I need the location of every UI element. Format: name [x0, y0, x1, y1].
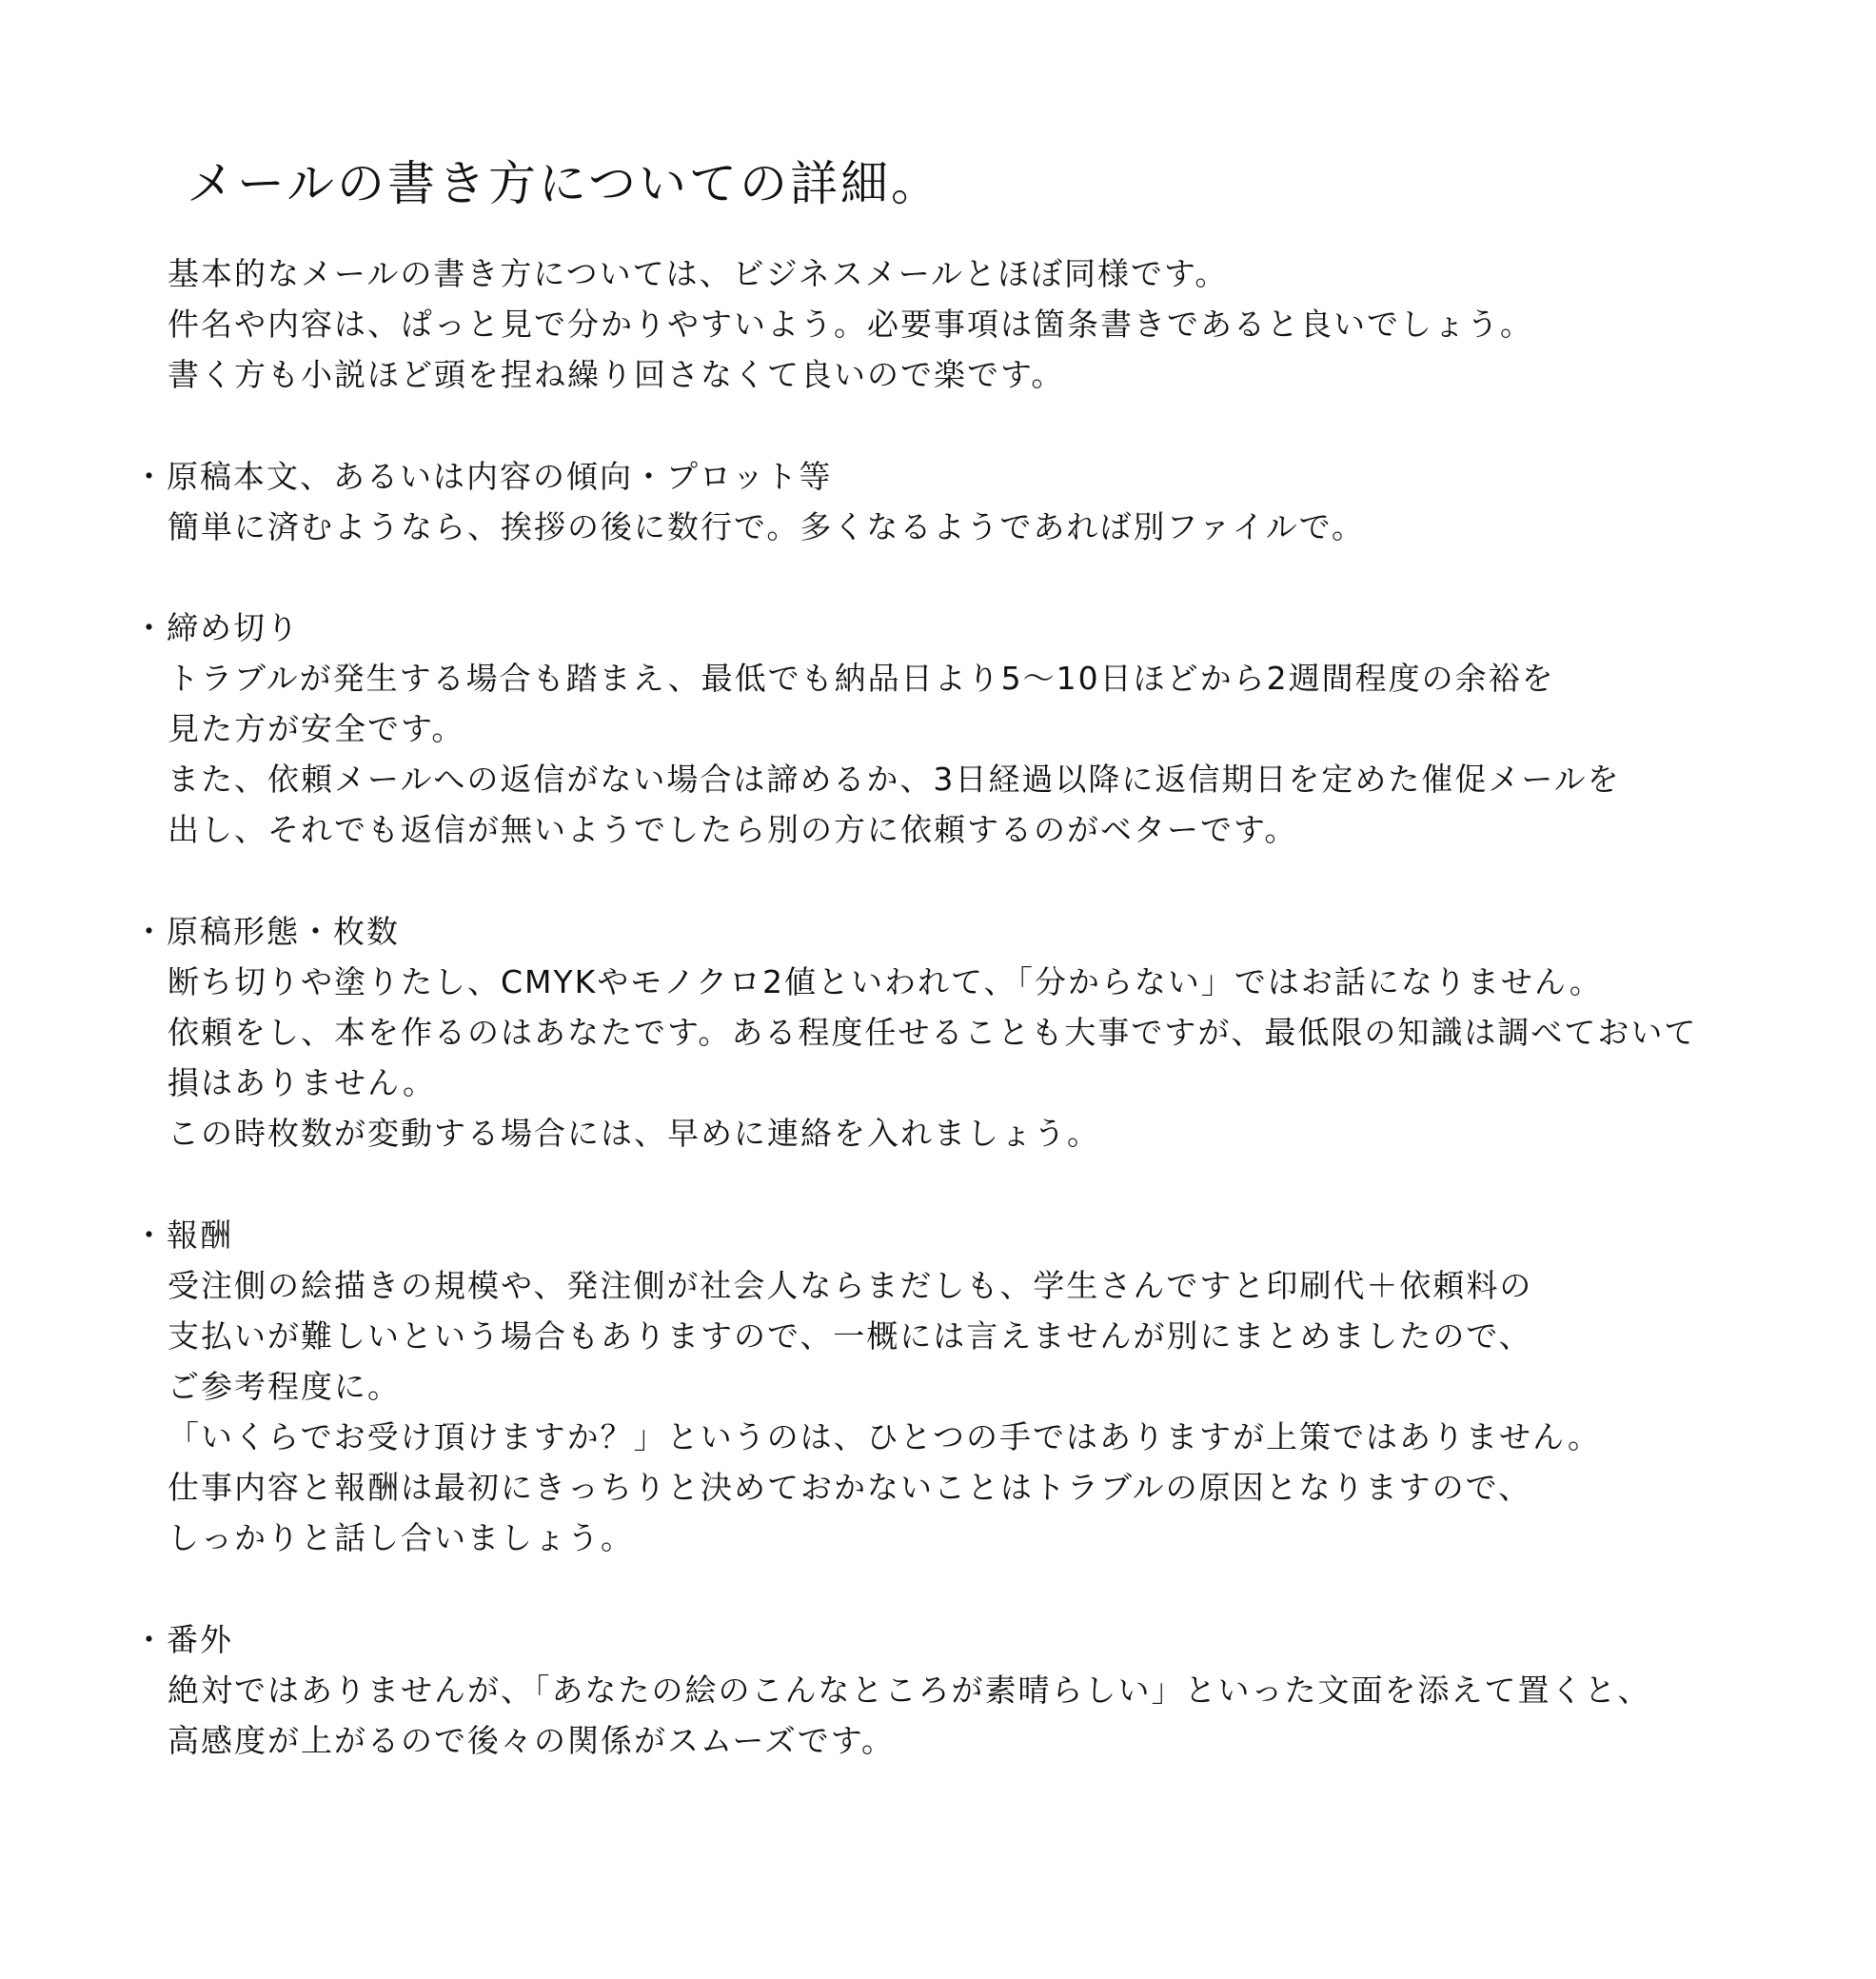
page-title: メールの書き方についての詳細。	[187, 156, 941, 211]
section-line: 依頼をし、本を作るのはあなたです。ある程度任せることも大事ですが、最低限の知識は調べておいて	[168, 1014, 1698, 1051]
section-line: トラブルが発生する場合も踏まえ、最低でも納品日より5～10日ほどから2週間程度の余裕を	[168, 660, 1555, 697]
section-line: 絶対ではありませんが、「あなたの絵のこんなところが素晴らしい」といった文面を添えて置くと、	[168, 1672, 1651, 1709]
section-line: 断ち切りや塗りたし、CMYKやモノクロ2値といわれて、「分からない」ではお話になりません。	[168, 963, 1603, 1000]
section-line: この時枚数が変動する場合には、早めに連絡を入れましょう。	[168, 1115, 1100, 1152]
section-line: 損はありません。	[168, 1064, 436, 1101]
section-line: 受注側の絵描きの規模や、発注側が社会人ならまだしも、学生さんですと印刷代＋依頼料の	[168, 1267, 1533, 1304]
section-heading-reward: ・報酬	[133, 1217, 233, 1254]
section-line: 「いくらでお受け頂けますか？」というのは、ひとつの手ではありますが上策ではありません。	[168, 1418, 1601, 1455]
section-line: 支払いが難しいという場合もありますので、一概には言えませんが別にまとめましたので、	[168, 1317, 1532, 1355]
intro-line: 件名や内容は、ぱっと見で分かりやすいよう。必要事項は箇条書きであると良いでしょう。	[168, 306, 1533, 343]
section-line: 出し、それでも返信が無いようでしたら別の方に依頼するのがベターです。	[168, 811, 1298, 848]
section-line: また、依頼メールへの返信がない場合は諦めるか、3日経過以降に返信期日を定めた催促メールを	[168, 761, 1621, 798]
section-line: 高感度が上がるので後々の関係がスムーズです。	[168, 1722, 896, 1759]
section-heading-deadline: ・締め切り	[133, 609, 300, 646]
intro-line: 書く方も小説ほど頭を捏ね繰り回さなくて良いので楽です。	[168, 356, 1065, 393]
section-line: 見た方が安全です。	[168, 710, 465, 747]
intro-line: 基本的なメールの書き方については、ビジネスメールとほぼ同様です。	[168, 255, 1229, 292]
section-heading-manuscript: ・原稿本文、あるいは内容の傾向・プロット等	[133, 458, 833, 495]
section-line: しっかりと話し合いましょう。	[168, 1519, 634, 1556]
section-line: ご参考程度に。	[168, 1368, 401, 1405]
section-line: 簡単に済むようなら、挨拶の後に数行で。多くなるようであれば別ファイルで。	[168, 508, 1366, 545]
section-line: 仕事内容と報酬は最初にきっちりと決めておかないことはトラブルの原因となりますので、	[168, 1469, 1532, 1506]
section-heading-extra: ・番外	[133, 1621, 233, 1658]
section-heading-format: ・原稿形態・枚数	[133, 913, 400, 950]
